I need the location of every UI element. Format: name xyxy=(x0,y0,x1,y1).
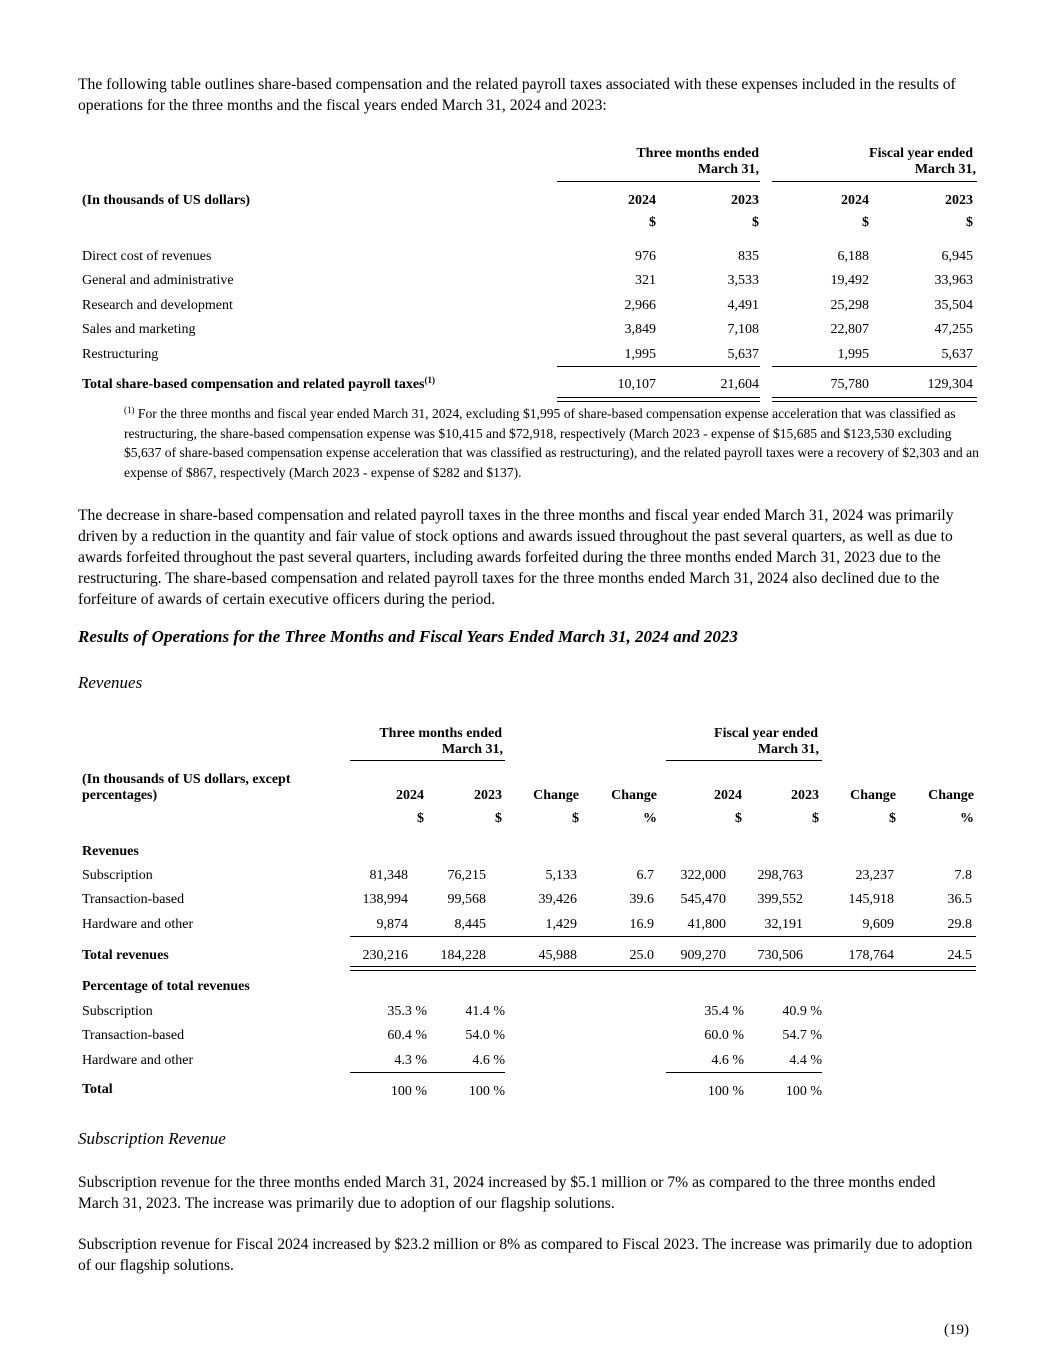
sbc-year-2: 2023 xyxy=(731,193,759,208)
rev-units-row: $ $ $ % $ $ $ % xyxy=(417,811,974,826)
table-row: General and administrative 321 3,533 19,492 33,963 xyxy=(82,273,973,288)
sbc-group1-sub: March 31, xyxy=(697,162,759,177)
pct-section-label: Percentage of total revenues xyxy=(82,979,250,994)
table-row: Subscription 81,348 76,215 5,133 6.7 322,000 298,763 23,237 7.8 xyxy=(82,868,972,883)
rev-group1-header: Three months ended xyxy=(379,726,502,741)
sbc-group2-sub: March 31, xyxy=(914,162,976,177)
subscription-paragraph-2: Subscription revenue for Fiscal 2024 increased by $23.2 million or 8% as compared to Fiscal 2023. The increase was primarily due to adoption of our flagship solutions. xyxy=(78,1236,973,1274)
table-row: Subscription 35.3 % 41.4 % 35.4 % 40.9 % xyxy=(82,1004,822,1019)
sbc-units-label: (In thousands of US dollars) xyxy=(82,193,251,208)
sbc-header-row xyxy=(78,190,978,212)
revenues-heading: Revenues xyxy=(78,673,143,692)
sbc-group1-header: Three months ended xyxy=(636,146,759,161)
sbc-currency-3: $ xyxy=(862,215,869,230)
table-row: Research and development 2,966 4,491 25,298 35,504 xyxy=(82,298,973,313)
rev-section-label: Revenues xyxy=(82,844,139,859)
sbc-year-3: 2024 xyxy=(841,193,869,208)
rev-group2-header: Fiscal year ended xyxy=(714,726,818,741)
subscription-revenue-heading: Subscription Revenue xyxy=(78,1129,226,1148)
table-row: Transaction-based 60.4 % 54.0 % 60.0 % 54.7 % xyxy=(82,1028,822,1043)
sbc-currency-row xyxy=(78,212,978,234)
subscription-paragraph-1: Subscription revenue for the three months ended March 31, 2024 increased by $5.1 million or 7% as compared to the three months ended March 31, 2023. The increase was primarily due to adoption of our flagship solutions. xyxy=(78,1174,936,1212)
table-row: Transaction-based 138,994 99,568 39,426 39.6 545,470 399,552 145,918 36.5 xyxy=(82,892,972,907)
table-row: Hardware and other 9,874 8,445 1,429 16.9 41,800 32,191 9,609 29.8 xyxy=(82,917,972,932)
page-number: (19) xyxy=(944,1322,969,1338)
sbc-currency-1: $ xyxy=(649,215,656,230)
section-title: Results of Operations for the Three Months and Fiscal Years Ended March 31, 2024 and 2023 xyxy=(78,627,738,646)
rev-units-label: (In thousands of US dollars, except percentages) xyxy=(82,772,291,803)
pct-total-row: Total 100 % 100 % 100 % 100 % xyxy=(82,1082,822,1099)
footnote-text: For the three months and fiscal year ended March 31, 2024, excluding $1,995 of share-based compensation expense acceleration that was classified as restructuring, the share-based compensation expense was $10,415 and $72,918, respectively (March 2023 - expense of $15,685 and $123,530 excluding $5,637 of share-based compensation expense acceleration that was classified as restructuring), and the related payroll taxes were a recovery of $2,303 and an expense of $867, respectively (March 2023 - expense of $282 and $137). xyxy=(124,406,979,480)
decrease-paragraph: The decrease in share-based compensation and related payroll taxes in the three months and fiscal year ended March 31, 2024 was primarily driven by a reduction in the quantity and fair value of stock options and awards issued throughout the past several quarters, as well as due to awards forfeited throughout the past several quarters, including awards forfeited during the three months ended March 31, 2023 due to the restructuring. The share-based compensation and related payroll taxes for the three months ended March 31, 2024 also declined due to the forfeiture of awards of certain executive officers during the period. xyxy=(78,507,954,608)
sbc-currency-2: $ xyxy=(752,215,759,230)
sbc-total-row: Total share-based compensation and related payroll taxes$^{(1)}$ 10,107 21,604 75,780 129,304 xyxy=(82,375,973,392)
table-row: Sales and marketing 3,849 7,108 22,807 47,255 xyxy=(82,322,973,337)
sbc-total-label: Total share-based compensation and related payroll taxes xyxy=(82,377,425,392)
sbc-currency-4: $ xyxy=(966,215,973,230)
rev-total-row: Total revenues 230,216 184,228 45,988 25.0 909,270 730,506 178,764 24.5 xyxy=(82,948,972,963)
table-row: Hardware and other 4.3 % 4.6 % 4.6 % 4.4 % xyxy=(82,1053,822,1068)
table-row: Direct cost of revenues 976 835 6,188 6,945 xyxy=(82,249,973,264)
footnote xyxy=(124,404,984,482)
sbc-group2-header: Fiscal year ended xyxy=(869,146,973,161)
sbc-year-1: 2024 xyxy=(628,193,656,208)
intro-paragraph: The following table outlines share-based compensation and the related payroll taxes associated with these expenses included in the results of operations for the three months and the fiscal years ended March 31, 2024 and 2023: xyxy=(78,76,956,114)
rev-group1-sub: March 31, xyxy=(441,742,503,757)
rev-group2-sub: March 31, xyxy=(757,742,819,757)
table-row: Restructuring 1,995 5,637 1,995 5,637 xyxy=(82,347,973,362)
rev-header-row: 2024 2023 Change Change 2024 2023 Change Change xyxy=(396,788,974,803)
sbc-year-4: 2023 xyxy=(945,193,973,208)
footnote-marker: (1) xyxy=(124,405,135,415)
footnote-ref: (1) xyxy=(424,375,436,385)
